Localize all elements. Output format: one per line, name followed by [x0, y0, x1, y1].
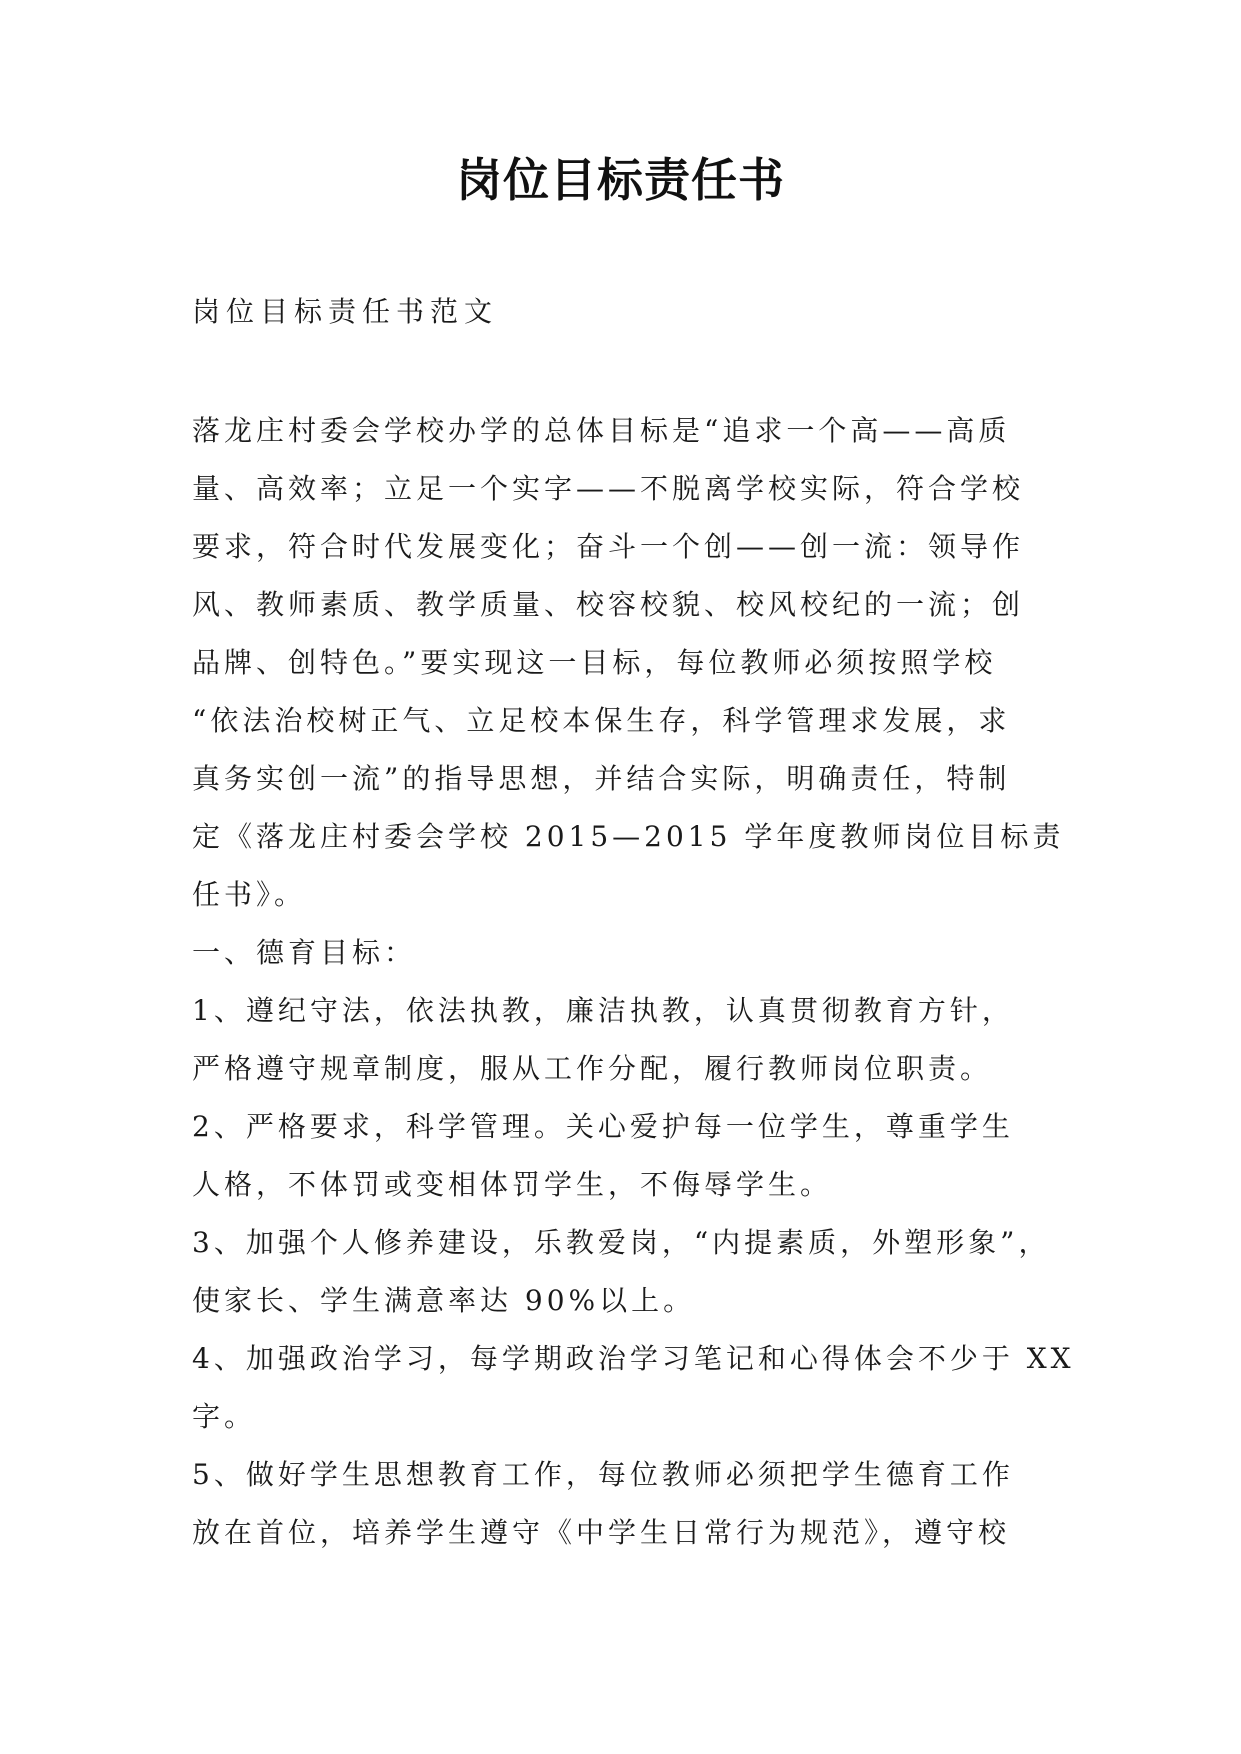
list-item-line: 严格遵守规章制度，服从工作分配，履行教师岗位职责。: [192, 1052, 993, 1085]
list-item-line: 字。: [192, 1400, 257, 1433]
document-subtitle: 岗位目标责任书范文: [192, 295, 499, 328]
list-item-line: 2、严格要求，科学管理。关心爱护每一位学生，尊重学生: [192, 1110, 1014, 1143]
body-line: 风、教师素质、教学质量、校容校貌、校风校纪的一流；创: [192, 588, 1025, 621]
section-heading-moral-education: 一、德育目标：: [192, 936, 417, 969]
list-item-line: 5、做好学生思想教育工作，每位教师必须把学生德育工作: [192, 1458, 1014, 1491]
body-line: 真务实创一流”的指导思想，并结合实际，明确责任，特制: [192, 762, 1011, 795]
body-line: 落龙庄村委会学校办学的总体目标是“追求一个高——高质: [192, 414, 1011, 447]
body-line: 品牌、创特色。”要实现这一目标，每位教师必须按照学校: [192, 646, 997, 679]
body-line: 量、高效率；立足一个实字——不脱离学校实际，符合学校: [192, 472, 1025, 505]
document-title: 岗位目标责任书: [456, 153, 785, 207]
body-line: 任书》。: [192, 878, 307, 911]
document-body: [192, 402, 1075, 1562]
list-item-line: 人格，不体罚或变相体罚学生，不侮辱学生。: [192, 1168, 833, 1201]
list-item-line: 4、加强政治学习，每学期政治学习笔记和心得体会不少于 XX: [192, 1342, 1075, 1375]
list-item-line: 1、遵纪守法，依法执教，廉洁执教，认真贯彻教育方针，: [192, 994, 1014, 1027]
body-line: 定《落龙庄村委会学校 2015—2015 学年度教师岗位目标责: [192, 820, 1065, 853]
list-item-line: 使家长、学生满意率达 90%以上。: [192, 1284, 696, 1317]
list-item-line: 3、加强个人修养建设，乐教爱岗，“内提素质，外塑形象”，: [192, 1226, 1051, 1259]
body-line: “依法治校树正气、立足校本保生存，科学管理求发展，求: [192, 704, 1011, 737]
list-item-line: 放在首位，培养学生遵守《中学生日常行为规范》，遵守校: [192, 1516, 1011, 1549]
body-line: 要求，符合时代发展变化；奋斗一个创——创一流：领导作: [192, 530, 1025, 563]
